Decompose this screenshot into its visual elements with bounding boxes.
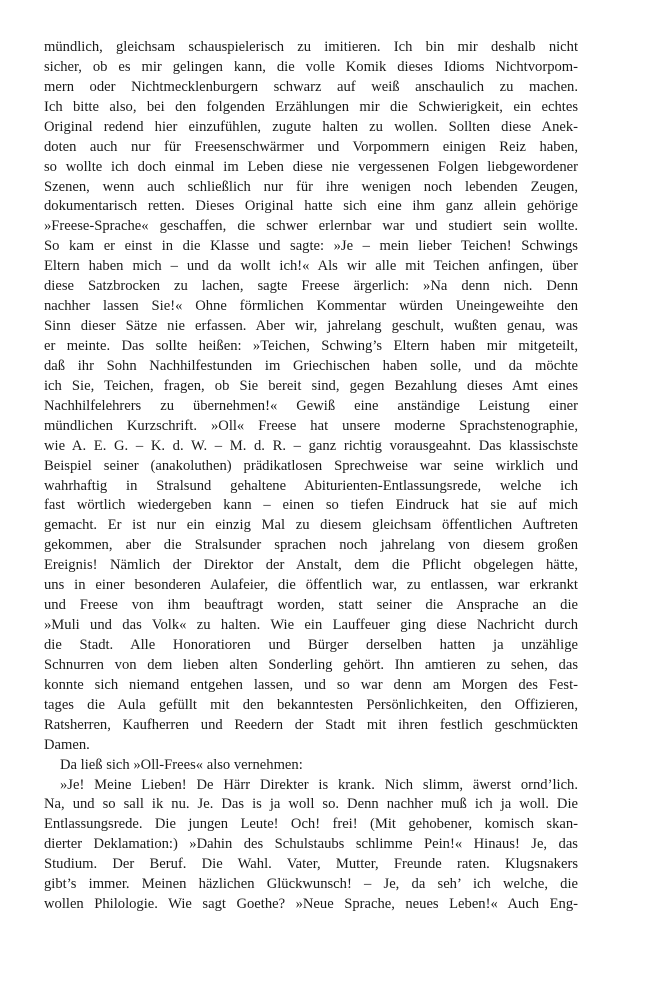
text-line: gekommen, aber die Stralsunder sprachen noch jahrelang von diesem großen	[44, 537, 578, 554]
text-line: tages die Aula gefüllt mit den bekanntesten Persönlichkeiten, den Offizieren,	[44, 696, 578, 713]
text-line: Na, und so sall ik nu. Je. Das is ja woll so. Denn nachher muß ich ja woll. Die	[44, 796, 578, 813]
text-line: Schnurren von dem lieben alten Sonderling gehört. Ihn amtieren zu sehen, das	[44, 656, 578, 673]
text-line: nachher lassen Sie!« Ohne förmlichen Kommentar würden Uneingeweihte den	[44, 298, 578, 315]
text-line: Ereignis! Nämlich der Direktor der Anstalt, dem die Pflicht obgelegen hätte,	[44, 557, 578, 574]
text-line: Ratsherren, Kaufherren und Reedern der Stadt mit ihren festlich geschmückten	[44, 716, 578, 733]
text-line: konnte sich niemand entgehen lassen, und so war denn am Morgen des Fest-	[44, 676, 578, 693]
text-line: Beispiel seiner (anakoluthen) prädikatlosen Sprechweise war seine wirklich und	[44, 457, 578, 474]
text-line: mündlichen Kurzschrift. »Oll« Freese hat unsere moderne Sprachstenographie,	[44, 417, 578, 434]
text-line: »Muli und das Volk« zu halten. Wie ein Lauffeuer ging diese Nachricht durch	[44, 617, 578, 634]
text-line: Da ließ sich »Oll-Frees« also vernehmen:	[60, 756, 303, 773]
text-line: Original redend hier einzufühlen, zugute halten zu wollen. Sollten diese Anek-	[44, 118, 578, 135]
text-line: daß ihr Sohn Nachhilfestunden im Griechischen haben solle, und da möchte	[44, 357, 578, 374]
text-line: fast wörtlich wiedergeben kann – einen so tiefen Eindruck hat sie auf mich	[44, 497, 578, 514]
text-line: wahrhaftig in Stralsund gehaltene Abiturienten-Entlassungsrede, welche ich	[44, 477, 578, 494]
text-line: so wollte ich doch einmal im Leben diese nie vergessenen Folgen liebgewordener	[44, 158, 578, 175]
text-line: dierter Deklamation:) »Dahin des Schulstaubs schlimme Pein!« Hinaus! Je, das	[44, 836, 578, 853]
text-line: »Freese-Sprache« geschaffen, die schwer erlernbar war und studiert sein wollte.	[44, 218, 578, 235]
text-line: Szenen, wenn auch schließlich nur für ihre wenigen noch lebenden Zeugen,	[44, 178, 578, 195]
text-line: Entlassungsrede. Die jungen Leute! Och! frei! (Mit gehobener, komisch skan-	[44, 816, 578, 833]
text-line: doten auch nur für Freesenschwärmer und Vorpommern einigen Reiz haben,	[44, 138, 578, 155]
text-line: Ich bitte also, bei den folgenden Erzählungen mir die Schwierigkeit, ein echtes	[44, 98, 578, 115]
text-line: Eltern haben mich – und da wollt ich!« Als wir alle mit Teichen anfingen, über	[44, 258, 578, 275]
text-line: Sinn dieser Sätze nie erfassen. Aber wir, jahrelang geschult, wußten genau, was	[44, 318, 578, 335]
text-line	[44, 915, 578, 935]
text-line: er meinte. Das sollte heißen: »Teichen, Schwing’s Eltern haben mir mitgeteilt,	[44, 338, 578, 354]
text-line: und Freese von ihm beauftragt worden, statt seiner die Ansprache an die	[44, 597, 578, 614]
text-line: ich Sie, Teichen, fragen, ob Sie bereit sind, gegen Bezahlung dieses Amt eines	[44, 377, 578, 394]
text-line: Nachhilfelehrers zu übernehmen!« Gewiß eine anständige Leistung einer	[44, 397, 578, 414]
text-line: So kam er einst in die Klasse und sagte: »Je – mein lieber Teichen! Schwings	[44, 238, 578, 255]
text-line: gibt’s immer. Meinen häzlichen Glückwunsch! – Je, da seh’ ich welche, die	[44, 876, 578, 893]
text-line: Studium. Der Beruf. Die Wahl. Vater, Mutter, Freunde raten. Klugsnakers	[44, 856, 578, 873]
text-line: sicher, ob es mir gelingen kann, die volle Komik dieses Idioms Nichtvorpom-	[44, 58, 578, 75]
text-line: die Stadt. Alle Honoratioren und Bürger derselben hatten ja unzählige	[44, 637, 578, 653]
text-line: »Je! Meine Lieben! De Härr Direkter is krank. Nich slimm, äwerst ornd’lich.	[60, 776, 578, 793]
text-line: uns in einer besonderen Aulafeier, die öffentlich war, zu entlassen, war erkrankt	[44, 577, 578, 594]
text-line: Damen.	[44, 736, 90, 753]
text-line: mündlich, gleichsam schauspielerisch zu imitieren. Ich bin mir deshalb nicht	[44, 39, 578, 55]
text-line: mern oder Nichtmecklenburgern schwarz auf weiß anschaulich zu machen.	[44, 78, 578, 95]
text-line: dokumentarisch retten. Dieses Original hatte sich eine ihm ganz allein gehörige	[44, 198, 578, 215]
text-line: wie A. E. G. – K. d. W. – M. d. R. – ganz richtig vorausgeahnt. Das klassischste	[44, 437, 578, 454]
text-line: diese Satzbrocken zu lachen, sagte Freese ärgerlich: »Na denn nich. Denn	[44, 278, 578, 295]
text-line: gemacht. Er ist nur ein einzig Mal zu diesem gleichsam öffentlichen Auftreten	[44, 517, 578, 534]
text-line: wollen Philologie. Wie sagt Goethe? »Neue Sprache, neues Leben!« Auch Eng-	[44, 896, 578, 913]
